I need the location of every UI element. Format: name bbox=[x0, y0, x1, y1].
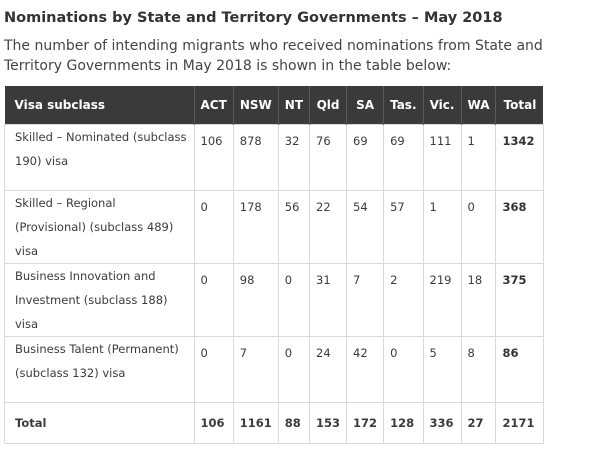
intro-text: The number of intending migrants who received nominations from State and Territory Governments in May 2018 is shown in the table below: bbox=[4, 38, 543, 74]
total-sa: 172 bbox=[347, 403, 384, 444]
cell-total: 375 bbox=[496, 264, 544, 337]
cell-tas: 0 bbox=[384, 337, 423, 403]
total-nt: 88 bbox=[278, 403, 309, 444]
col-header-wa: WA bbox=[461, 86, 496, 125]
table-row bbox=[5, 125, 544, 191]
cell-sa: 54 bbox=[347, 191, 384, 264]
cell-tas: 69 bbox=[384, 125, 423, 191]
col-header-qld: Qld bbox=[310, 86, 347, 125]
total-qld: 153 bbox=[310, 403, 347, 444]
cell-wa: 18 bbox=[461, 264, 496, 337]
total-wa: 27 bbox=[461, 403, 496, 444]
table-total-row bbox=[5, 403, 544, 444]
cell-total: 368 bbox=[496, 191, 544, 264]
visa-label: Business Innovation and Investment (subclass 188) visa bbox=[5, 264, 195, 337]
cell-nt: 56 bbox=[278, 191, 309, 264]
total-label: Total bbox=[5, 403, 195, 444]
visa-label: Skilled – Nominated (subclass 190) visa bbox=[5, 125, 195, 191]
total-nsw: 1161 bbox=[233, 403, 278, 444]
cell-total: 86 bbox=[496, 337, 544, 403]
cell-act: 106 bbox=[194, 125, 233, 191]
visa-label: Business Talent (Permanent) (subclass 132) visa bbox=[5, 337, 195, 403]
cell-nt: 0 bbox=[278, 337, 309, 403]
cell-nt: 0 bbox=[278, 264, 309, 337]
cell-act: 0 bbox=[194, 191, 233, 264]
cell-vic: 1 bbox=[423, 191, 461, 264]
cell-vic: 219 bbox=[423, 264, 461, 337]
total-act: 106 bbox=[194, 403, 233, 444]
cell-wa: 8 bbox=[461, 337, 496, 403]
page-heading: Nominations by State and Territory Governments – May 2018 bbox=[4, 10, 503, 26]
cell-act: 0 bbox=[194, 264, 233, 337]
nominations-table bbox=[4, 86, 544, 444]
cell-nsw: 178 bbox=[233, 191, 278, 264]
cell-vic: 111 bbox=[423, 125, 461, 191]
cell-qld: 24 bbox=[310, 337, 347, 403]
cell-tas: 2 bbox=[384, 264, 423, 337]
cell-qld: 31 bbox=[310, 264, 347, 337]
cell-nsw: 98 bbox=[233, 264, 278, 337]
col-header-tas: Tas. bbox=[384, 86, 423, 125]
cell-nt: 32 bbox=[278, 125, 309, 191]
cell-act: 0 bbox=[194, 337, 233, 403]
cell-wa: 0 bbox=[461, 191, 496, 264]
table-row bbox=[5, 264, 544, 337]
cell-sa: 42 bbox=[347, 337, 384, 403]
col-header-act: ACT bbox=[194, 86, 233, 125]
total-grand: 2171 bbox=[496, 403, 544, 444]
col-header-sa: SA bbox=[347, 86, 384, 125]
table-row bbox=[5, 337, 544, 403]
col-header-vic: Vic. bbox=[423, 86, 461, 125]
visa-label: Skilled – Regional (Provisional) (subclass 489) visa bbox=[5, 191, 195, 264]
table-header-row bbox=[5, 86, 544, 125]
cell-vic: 5 bbox=[423, 337, 461, 403]
col-header-nsw: NSW bbox=[233, 86, 278, 125]
cell-qld: 22 bbox=[310, 191, 347, 264]
col-header-total: Total bbox=[496, 86, 544, 125]
total-vic: 336 bbox=[423, 403, 461, 444]
cell-sa: 69 bbox=[347, 125, 384, 191]
cell-tas: 57 bbox=[384, 191, 423, 264]
col-header-nt: NT bbox=[278, 86, 309, 125]
cell-qld: 76 bbox=[310, 125, 347, 191]
cell-wa: 1 bbox=[461, 125, 496, 191]
cell-total: 1342 bbox=[496, 125, 544, 191]
cell-sa: 7 bbox=[347, 264, 384, 337]
table-row bbox=[5, 191, 544, 264]
cell-nsw: 878 bbox=[233, 125, 278, 191]
total-tas: 128 bbox=[384, 403, 423, 444]
col-header-visa-subclass: Visa subclass bbox=[5, 86, 195, 125]
cell-nsw: 7 bbox=[233, 337, 278, 403]
